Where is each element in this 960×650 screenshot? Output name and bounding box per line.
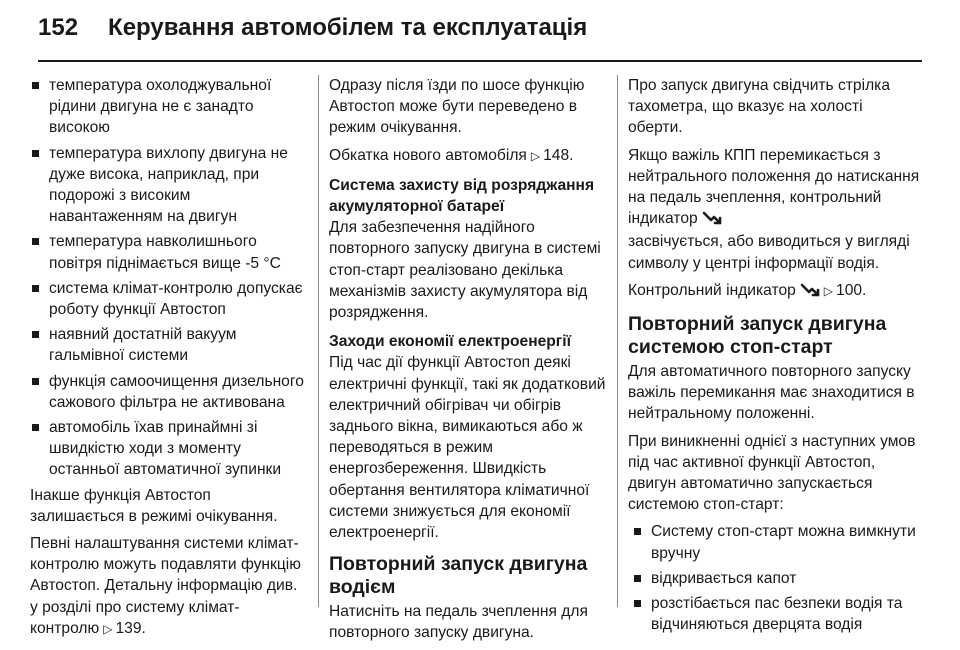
paragraph: Про запуск двигуна свідчить стрілка тахометра, що вказує на холості оберти.: [628, 77, 891, 137]
paragraph: Контрольний індикатор ▷ 100.: [628, 280, 920, 303]
column-divider-1: [318, 75, 319, 607]
bullet-square-icon: [634, 575, 641, 582]
page-reference-link[interactable]: 148.: [543, 146, 574, 164]
list-item: система клімат-контролю допускає роботу функції Автостоп: [30, 278, 306, 320]
column-divider-2: [617, 75, 618, 607]
section-heading: Повторний запуск двигуна системою стоп-старт: [628, 313, 887, 359]
list-item: наявний достатній вакуум гальмівної системи: [30, 324, 306, 366]
bullet-square-icon: [634, 600, 641, 607]
bullet-square-icon: [32, 238, 39, 245]
paragraph: Натисніть на педаль зчеплення для повторного запуску двигуна.: [329, 603, 588, 642]
paragraph: Для забезпечення надійного повторного запуску двигуна в системі стоп-старт реалізовано декілька механізмів захисту акумулятора від розрядження.: [329, 219, 601, 322]
bullet-square-icon: [32, 82, 39, 89]
subheading: Система захисту від розряджання акумуляторної батареї: [329, 176, 595, 216]
page-number: 152: [38, 14, 79, 41]
subheading: Заходи економії електроенергії: [329, 333, 572, 351]
bullet-square-icon: [32, 378, 39, 385]
paragraph: Під час дії функції Автостоп деякі електричні функції, такі як додатковий електричний обігрівач чи обігрів заднього вікна, вимикаються або ж переводяться в режим енергозбереження. Швидкість обертання вентилятора кліматичної системи знижується для економії електроенергії.: [329, 354, 606, 542]
column-3: [628, 75, 920, 639]
reference-arrow-icon: ▷: [530, 148, 541, 163]
paragraph: Певні налаштування системи клімат-контролю можуть подавляти функцію Автостоп. Детальну інформацію див. у розділі про систему клімат-контролю ▷ 139.: [30, 535, 301, 637]
list-item: відкривається капот: [632, 568, 920, 589]
autostop-indicator-icon: [800, 282, 820, 303]
bullet-square-icon: [32, 424, 39, 431]
paragraph: Одразу після їзди по шосе функцію Автостоп може бути переведено в режим очікування.: [329, 77, 585, 137]
list-item: функція самоочищення дизельного сажового фільтра не активована: [30, 371, 306, 413]
paragraph: Інакше функція Автостоп залишається в режимі очікування.: [30, 486, 278, 525]
bullet-square-icon: [32, 150, 39, 157]
header-rule: [38, 60, 922, 62]
section-heading: Повторний запуск двигуна водієм: [329, 553, 588, 599]
bullet-square-icon: [634, 528, 641, 535]
page-reference-link[interactable]: 100.: [836, 281, 867, 299]
bullet-square-icon: [32, 285, 39, 292]
list-item: розстібається пас безпеки водія та відчиняються дверцята водія: [632, 593, 920, 635]
paragraph: Якщо важіль КПП перемикається з нейтрального положення до натискання на педаль зчеплення, контрольний індикатор засвічується, або виводиться у вигляді символу у центрі інформації водія.: [628, 146, 920, 272]
column-1: [30, 75, 306, 646]
list-item: температура навколишнього повітря піднімається вище -5 °C: [30, 231, 306, 273]
autostop-indicator-icon: [702, 210, 722, 231]
page-header: [38, 14, 922, 54]
paragraph: При виникненні однієї з наступних умов під час активної функції Автостоп, двигун автоматично запускається системою стоп-старт:: [628, 432, 916, 514]
list-item: температура вихлопу двигуна не дуже висока, наприклад, при подорожі з високим навантаженням на двигун: [30, 143, 306, 228]
reference-arrow-icon: ▷: [103, 621, 113, 636]
bullet-square-icon: [32, 331, 39, 338]
list-item: автомобіль їхав принаймні зі швидкістю ходи з моменту останньої автоматичної зупинки: [30, 417, 306, 481]
page-reference-link[interactable]: 139.: [115, 619, 146, 637]
page-title: Керування автомобілем та експлуатація: [108, 14, 588, 41]
column-2: [329, 75, 607, 650]
list-item: Систему стоп-старт можна вимкнути вручну: [632, 521, 920, 563]
paragraph: Обкатка нового автомобіля ▷ 148.: [329, 146, 574, 164]
reference-arrow-icon: ▷: [823, 283, 834, 298]
paragraph: Для автоматичного повторного запуску важіль перемикання має знаходитися в нейтральному положенні.: [628, 363, 915, 423]
list-item: температура охолоджувальної рідини двигуна не є занадто високою: [30, 75, 306, 139]
